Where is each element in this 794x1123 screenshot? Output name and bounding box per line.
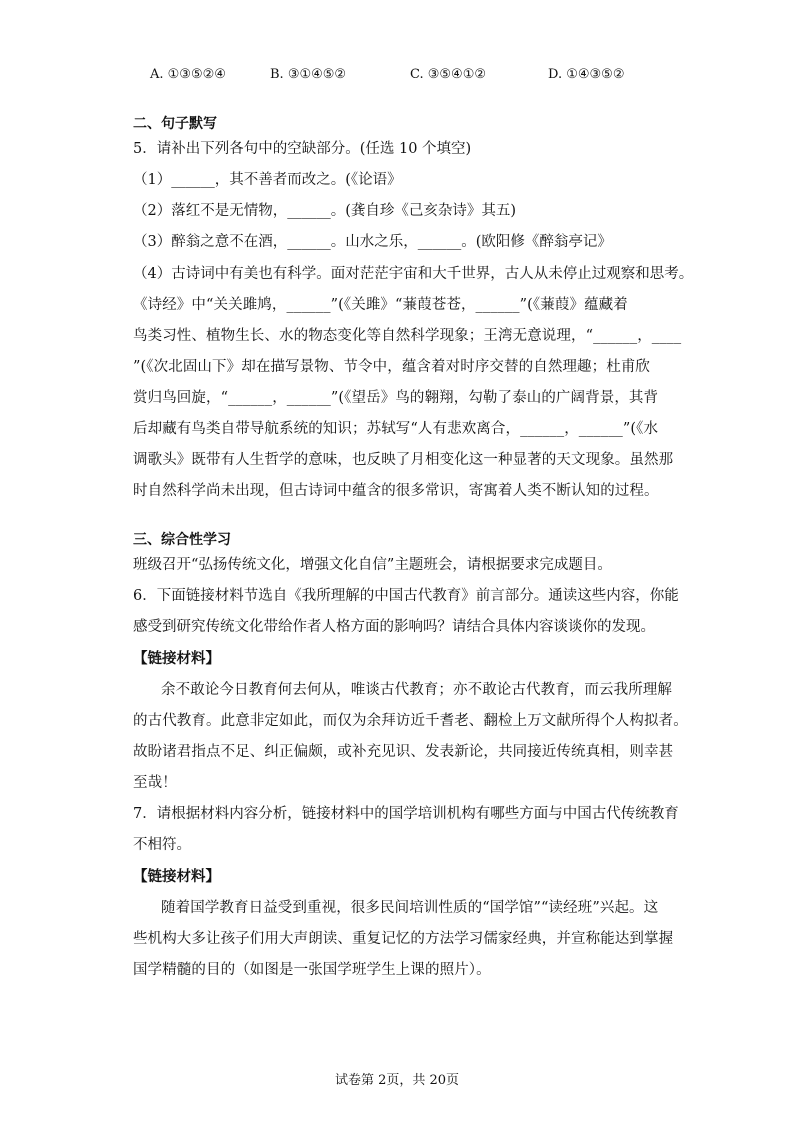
choice-a: A. ①③⑤②④	[150, 67, 226, 82]
q5-item-4-line: 后却藏有鸟类自带导航系统的知识；苏轼写“人有悲欢离合，______，______”(《水	[133, 421, 659, 437]
section3-heading: 三、综合性学习	[133, 532, 231, 548]
question-7-cont: 不相符。	[133, 837, 191, 853]
link-material-1-line: 的古代教育。此意非定如此，而仅为余拜访近千耆老、翻检上万文献所得个人构拟者。	[133, 713, 688, 729]
link-material-label-2: 【链接材料】	[133, 869, 220, 885]
question-6-cont: 感受到研究传统文化带给作者人格方面的影响吗？请结合具体内容谈谈你的发现。	[133, 619, 655, 635]
q5-item-4-line: 《诗经》中“关关雎鸠，______”(《关雎》“蒹葭苍苍，______”(《蒹葭》蕴藏着	[133, 297, 628, 313]
question-7: 7．请根据材料内容分析，链接材料中的国学培训机构有哪些方面与中国古代传统教育	[133, 806, 679, 822]
q5-item-4-line: 时自然科学尚未出现，但古诗词中蕴含的很多常识，寄寓着人类不断认知的过程。	[133, 483, 659, 499]
link-material-1-line: 余不敢论今日教育何去何从，唯谈古代教育；亦不敢论古代教育，而云我所理解	[161, 682, 672, 698]
q5-item-4: （4）古诗词中有美也有科学。面对茫茫宇宙和大千世界，古人从未停止过观察和思考。	[133, 266, 694, 282]
q5-item-2: （2）落红不是无情物，______。(龚自珍《己亥杂诗》其五)	[133, 203, 517, 219]
q5-item-4-line: 鸟类习性、植物生长、水的物态变化等自然科学现象；王湾无意说理，“______，____	[133, 328, 682, 344]
link-material-label-1: 【链接材料】	[133, 651, 220, 667]
q5-item-4-line: ”(《次北固山下》却在描写景物、节令中，蕴含着对时序交替的自然理趣；杜甫欣	[133, 359, 651, 375]
question-6: 6．下面链接材料节选自《我所理解的中国古代教育》前言部分。通读这些内容，你能	[133, 588, 679, 604]
link-material-2-line: 随着国学教育日益受到重视，很多民间培训性质的“国学馆”“读经班”兴起。这	[161, 900, 659, 916]
q5-item-3: （3）醉翁之意不在酒，______。山水之乐，______。(欧阳修《醉翁亭记》	[133, 234, 612, 250]
page-footer: 试卷第 2页，共 20页	[334, 1073, 460, 1088]
section3-intro: 班级召开“弘扬传统文化，增强文化自信”主题班会，请根据要求完成题目。	[133, 557, 612, 573]
section2-heading: 二、句子默写	[133, 116, 217, 132]
question-5: 5．请补出下列各句中的空缺部分。(任选 10 个填空)	[133, 141, 472, 157]
link-material-1-line: 至哉！	[133, 775, 177, 791]
link-material-2-line: 些机构大多让孩子们用大声朗读、重复记忆的方法学习儒家经典，并宣称能达到掌握	[133, 931, 674, 947]
q5-item-1: （1）______，其不善者而改之。(《论语》	[133, 172, 402, 188]
choice-b: B. ③①④⑤②	[270, 67, 347, 82]
q5-item-4-line: 调歌头》既带有人生哲学的意味，也反映了月相变化这一种显著的天文现象。虽然那	[133, 452, 674, 468]
choice-c: C. ③⑤④①②	[410, 67, 487, 82]
q5-item-4-line: 赏归鸟回旋，“______，______”(《望岳》鸟的翱翔，勾勒了泰山的广阔背景，其背	[133, 390, 659, 406]
link-material-1-line: 故盼诸君指点不足、纠正偏颇，或补充见识、发表新论，共同接近传统真相，则幸甚	[133, 744, 674, 760]
choice-d: D. ①④③⑤②	[548, 67, 625, 82]
link-material-2-line: 国学精髓的目的（如图是一张国学班学生上课的照片）。	[133, 962, 491, 978]
